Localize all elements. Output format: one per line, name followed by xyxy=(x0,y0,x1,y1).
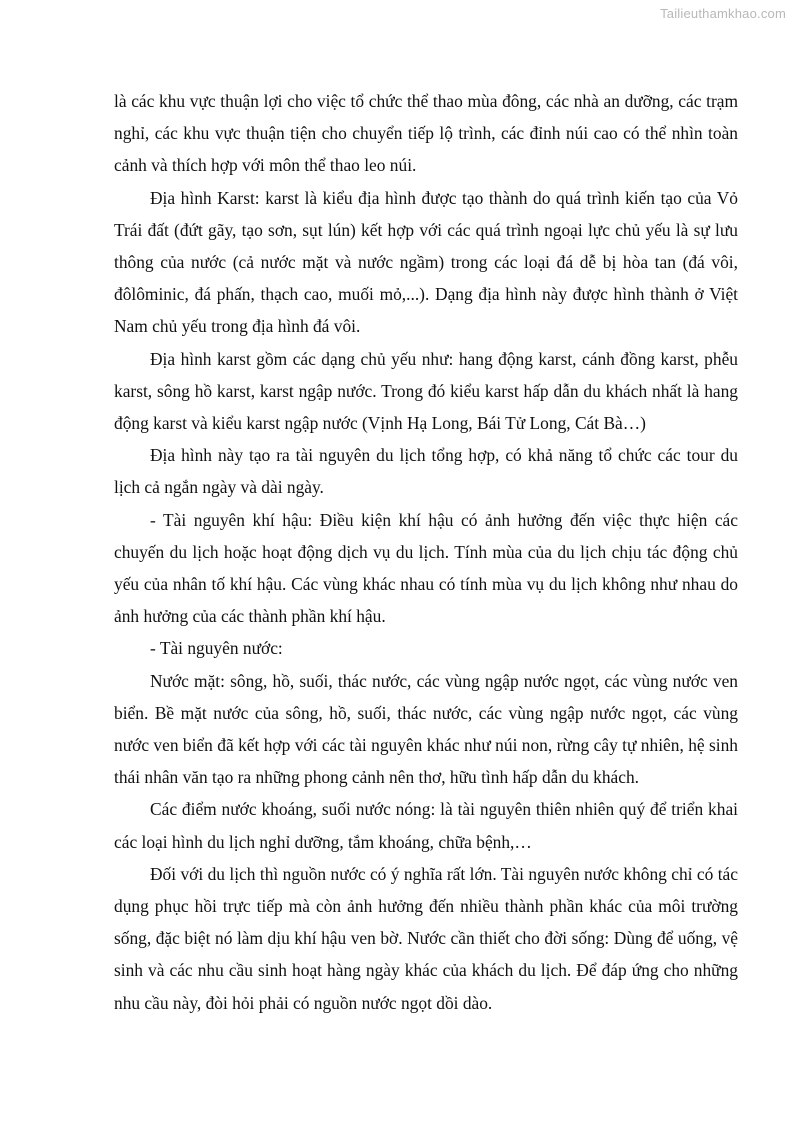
paragraph-7: Nước mặt: sông, hồ, suối, thác nước, các vùng ngập nước ngọt, các vùng nước ven biển. Bề mặt nước của sông, hồ, suối, thác nước, các vùng ngập nước ngọt, các vùng nước ven biển đã kết hợp với các tài nguyên khác như núi non, rừng cây tự nhiên, hệ sinh thái nhân văn tạo ra những phong cảnh nên thơ, hữu tình hấp dẫn du khách. xyxy=(114,670,738,788)
paragraph-9: Đối với du lịch thì nguồn nước có ý nghĩa rất lớn. Tài nguyên nước không chỉ có tác dụng phục hồi trực tiếp mà còn ảnh hưởng đến nhiều thành phần khác của môi trường sống, đặc biệt nó làm dịu khí hậu ven bờ. Nước cần thiết cho đời sống: Dùng để uống, vệ sinh và các nhu cầu sinh hoạt hàng ngày khác của khách du lịch. Để đáp ứng cho những nhu cầu này, đòi hỏi phải có nguồn nước ngọt dồi dào. xyxy=(114,863,738,1013)
watermark: Tailieuthamkhao.com xyxy=(660,6,786,21)
paragraph-2: Địa hình Karst: karst là kiểu địa hình được tạo thành do quá trình kiến tạo của Vỏ Trái đất (đứt gãy, tạo sơn, sụt lún) kết hợp với các quá trình ngoại lực chủ yếu là sự lưu thông của nước (cả nước mặt và nước ngầm) trong các loại đá dễ bị hòa tan (đá vôi, đôlôminic, đá phấn, thạch cao, muối mỏ,...). Dạng địa hình này được hình thành ở Việt Nam chủ yếu trong địa hình đá vôi. xyxy=(114,187,738,337)
paragraph-5: - Tài nguyên khí hậu: Điều kiện khí hậu có ảnh hưởng đến việc thực hiện các chuyến du lịch hoặc hoạt động dịch vụ du lịch. Tính mùa của du lịch chịu tác động chủ yếu của nhân tố khí hậu. Các vùng khác nhau có tính mùa vụ du lịch không như nhau do ảnh hưởng của các thành phần khí hậu. xyxy=(114,509,738,627)
paragraph-4: Địa hình này tạo ra tài nguyên du lịch tổng hợp, có khả năng tổ chức các tour du lịch cả ngắn ngày và dài ngày. xyxy=(114,445,738,498)
paragraph-8: Các điểm nước khoáng, suối nước nóng: là tài nguyên thiên nhiên quý để triển khai các loại hình du lịch nghỉ dưỡng, tắm khoáng, chữa bệnh,… xyxy=(114,799,738,852)
paragraph-6: - Tài nguyên nước: xyxy=(150,638,283,659)
paragraph-1: là các khu vực thuận lợi cho việc tổ chức thể thao mùa đông, các nhà an dưỡng, các trạm nghỉ, các khu vực thuận tiện cho chuyển tiếp lộ trình, các đỉnh núi cao có thể nhìn toàn cảnh và thích hợp với môn thể thao leo núi. xyxy=(114,91,738,176)
document-body xyxy=(114,85,738,1019)
paragraph-3: Địa hình karst gồm các dạng chủ yếu như: hang động karst, cánh đồng karst, phễu karst, sông hồ karst, karst ngập nước. Trong đó kiểu karst hấp dẫn du khách nhất là hang động karst và kiểu karst ngập nước (Vịnh Hạ Long, Bái Tử Long, Cát Bà…) xyxy=(114,348,738,434)
